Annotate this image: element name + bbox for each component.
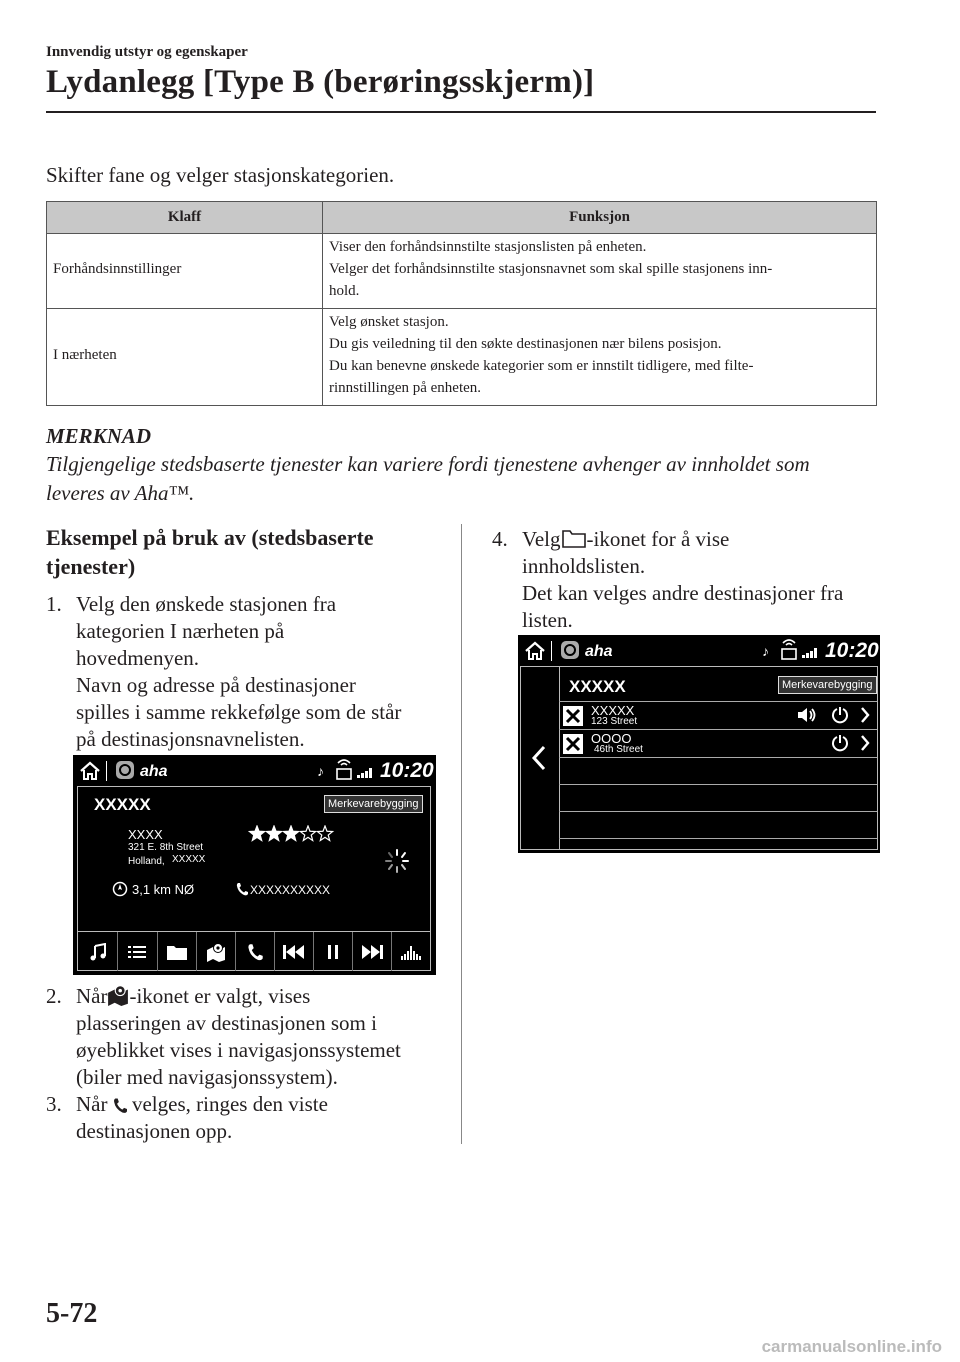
step-line: kategorien I nærheten på <box>76 619 285 643</box>
row-divider <box>559 838 877 839</box>
step-2 <box>46 983 446 1093</box>
table-row <box>47 234 877 309</box>
pause-button[interactable] <box>313 932 353 971</box>
status-divider <box>551 641 552 661</box>
clock: 10:20 <box>380 759 434 782</box>
item-name: OOOO <box>591 731 632 746</box>
row-divider <box>559 757 877 758</box>
step-word: Velg <box>522 527 561 551</box>
table-cell-name: I nærheten <box>47 309 323 406</box>
function-line: Velg ønsket stasjon. <box>329 314 449 330</box>
aha-app-icon <box>560 640 580 660</box>
step-line: på destinasjonsnavnelisten. <box>76 727 305 751</box>
column-divider <box>461 524 462 1144</box>
item-address: 123 Street <box>591 716 638 727</box>
wifi-phone-icon <box>780 637 798 661</box>
footer-watermark: carmanualsonline.info <box>761 1337 942 1356</box>
skip-forward-icon <box>361 945 383 959</box>
intro-text: Skifter fane og velger stasjonskategorien. <box>46 163 395 187</box>
app-name: aha <box>585 643 613 660</box>
function-line: Viser den forhåndsinnstilte stasjonslisten på enheten. <box>329 239 647 255</box>
skip-back-icon <box>283 945 305 959</box>
table-cell-function <box>323 309 877 406</box>
step-number: 2. <box>46 984 62 1008</box>
back-button[interactable] <box>521 667 560 849</box>
step-line: (biler med navigasjonssystem). <box>76 1065 338 1089</box>
table-cell-function <box>323 234 877 309</box>
function-line: Du kan benevne ønskede kategorier som er innstilt tidligere, med filte- <box>329 358 754 374</box>
step-text <box>522 526 843 634</box>
pause-icon <box>327 945 339 959</box>
station-name: XXXXX <box>569 677 626 696</box>
folder-icon <box>167 944 187 960</box>
step-line: innholdslisten. <box>522 554 646 578</box>
speaker-icon[interactable] <box>797 707 817 723</box>
step-word: Når <box>76 1092 108 1116</box>
distance: 3,1 km NØ <box>132 882 195 897</box>
list-item[interactable] <box>559 730 877 757</box>
step-line: Velg den ønskede stasjonen fra <box>76 592 337 616</box>
address-line: Holland, <box>128 856 165 867</box>
step-line <box>76 983 401 1010</box>
function-line: Velger det forhåndsinnstilte stasjonsnavnet som skal spille stasjonens inn- <box>329 261 773 277</box>
station-panel <box>77 786 431 971</box>
step-text <box>76 591 401 753</box>
star-filled-icon <box>283 826 298 840</box>
table-row <box>47 309 877 406</box>
step-1 <box>46 591 446 761</box>
home-icon <box>524 641 546 661</box>
star-empty-icon <box>300 826 315 840</box>
note-line: Tilgjengelige stedsbaserte tjenester kan variere fordi tjenestene avhenger av innholdet som <box>46 452 810 476</box>
row-divider <box>559 784 877 785</box>
step-line: øyeblikket vises i navigasjonssystemet <box>76 1038 401 1062</box>
title-rule <box>46 111 876 113</box>
section-heading <box>46 523 374 581</box>
app-name: aha <box>140 763 168 780</box>
page-title: Lydanlegg [Type B (berøringsskjerm)] <box>46 64 595 100</box>
note-heading: MERKNAD <box>46 424 152 448</box>
previous-track-button[interactable] <box>274 932 314 971</box>
music-icon <box>89 943 107 961</box>
function-line: rinnstillingen på enheten. <box>329 380 482 396</box>
step-3 <box>46 1091 446 1147</box>
list-panel <box>520 666 878 850</box>
music-button[interactable] <box>78 932 118 971</box>
call-button[interactable] <box>235 932 275 971</box>
chevron-left-icon <box>531 745 547 771</box>
category-tag: Merkevarebygging <box>324 795 423 813</box>
screenshot-station-detail <box>73 755 436 975</box>
function-table <box>46 201 877 406</box>
step-word: -ikonet er valgt, vises <box>129 984 311 1008</box>
step-line: destinasjonen opp. <box>76 1119 233 1143</box>
step-number: 1. <box>46 592 62 616</box>
loading-spinner-icon <box>383 847 411 875</box>
step-line: Navn og adresse på destinasjoner <box>76 673 356 697</box>
content-list-icon <box>561 527 587 549</box>
place-name: XXXX <box>128 827 163 842</box>
home-icon <box>79 761 101 781</box>
power-icon[interactable] <box>831 734 849 752</box>
wifi-phone-icon <box>335 757 353 781</box>
category-tag: Merkevarebygging <box>778 676 877 694</box>
equalizer-icon <box>401 944 421 960</box>
step-line: listen. <box>522 608 573 632</box>
control-bar <box>78 931 430 971</box>
map-pin-icon <box>206 942 226 962</box>
address-line: 321 E. 8th Street <box>128 842 204 853</box>
page-number: 5-72 <box>46 1298 98 1329</box>
section-heading-line: Eksempel på bruk av (stedsbaserte <box>46 525 374 550</box>
status-divider <box>106 761 107 781</box>
step-line <box>522 526 843 553</box>
row-divider <box>559 811 877 812</box>
item-name: XXXXX <box>591 703 635 718</box>
rating-stars <box>248 825 338 843</box>
step-line: spilles i samme rekkefølge som de står <box>76 700 402 724</box>
clock: 10:20 <box>825 639 879 662</box>
star-filled-icon <box>249 826 264 840</box>
step-line: hovedmenyen. <box>76 646 200 670</box>
step-4 <box>492 526 892 636</box>
equalizer-button[interactable] <box>391 932 430 971</box>
phone-number: XXXXXXXXXX <box>250 883 331 897</box>
compass-icon <box>112 881 128 897</box>
step-text <box>76 1091 328 1145</box>
list-item[interactable] <box>559 702 877 729</box>
step-line <box>76 1091 328 1118</box>
table-cell-name: Forhåndsinnstillinger <box>47 234 323 309</box>
chevron-right-icon[interactable] <box>860 735 870 751</box>
phone-icon <box>236 882 248 896</box>
function-line: hold. <box>329 283 360 299</box>
signal-icon <box>802 646 820 658</box>
list-icon <box>128 945 146 959</box>
music-note-icon: ♪ <box>762 643 769 659</box>
phone-icon <box>247 943 263 961</box>
star-filled-icon <box>266 826 281 840</box>
note-line: leveres av Aha™. <box>46 481 195 505</box>
phone-icon <box>113 1097 127 1114</box>
folder-button[interactable] <box>157 932 197 971</box>
step-line: Det kan velges andre destinasjoner fra <box>522 581 844 605</box>
map-pin-icon <box>107 984 129 1006</box>
map-button[interactable] <box>196 932 236 971</box>
step-word: velges, ringes den viste <box>131 1092 328 1116</box>
table-header-klaff: Klaff <box>47 202 323 234</box>
place-thumbnail-icon <box>563 734 583 754</box>
power-icon[interactable] <box>831 706 849 724</box>
place-thumbnail-icon <box>563 706 583 726</box>
chapter-kicker: Innvendig utstyr og egenskaper <box>46 44 248 60</box>
step-word: Når <box>76 984 108 1008</box>
step-text <box>76 983 401 1091</box>
step-line: plasseringen av destinasjonen som i <box>76 1011 377 1035</box>
list-button[interactable] <box>117 932 158 971</box>
step-number: 3. <box>46 1092 62 1116</box>
step-word: -ikonet for å vise <box>586 527 730 551</box>
section-heading-line: tjenester) <box>46 554 136 579</box>
signal-icon <box>357 766 375 778</box>
function-line: Du gis veiledning til den søkte destinasjonen nær bilens posisjon. <box>329 336 722 352</box>
step-number: 4. <box>492 527 508 551</box>
music-note-icon: ♪ <box>317 763 324 779</box>
star-empty-icon <box>317 826 332 840</box>
chevron-right-icon[interactable] <box>860 707 870 723</box>
note-text <box>46 450 876 508</box>
aha-app-icon <box>115 760 135 780</box>
station-name: XXXXX <box>94 795 151 814</box>
next-track-button[interactable] <box>352 932 392 971</box>
table-header-funksjon: Funksjon <box>323 202 877 234</box>
item-address: 46th Street <box>594 744 643 755</box>
screenshot-content-list <box>518 635 880 853</box>
address-code: XXXXX <box>172 854 206 865</box>
